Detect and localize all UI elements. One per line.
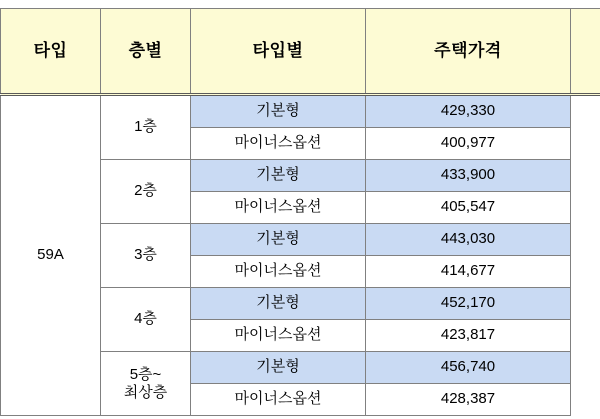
table-body	[1, 95, 600, 416]
cell-overflow	[571, 288, 600, 320]
column-header-price: 주택가격	[366, 9, 571, 95]
cell-subtype: 마이너스옵션	[191, 320, 366, 352]
cell-subtype: 마이너스옵션	[191, 256, 366, 288]
cell-overflow	[571, 320, 600, 352]
cell-price: 405,547	[366, 192, 571, 224]
cell-overflow	[571, 192, 600, 224]
cell-floor-3: 3층	[101, 224, 191, 288]
cell-price: 400,977	[366, 128, 571, 160]
cell-subtype: 기본형	[191, 288, 366, 320]
cell-price: 423,817	[366, 320, 571, 352]
cell-subtype: 기본형	[191, 95, 366, 128]
cell-overflow	[571, 160, 600, 192]
cell-overflow	[571, 95, 600, 128]
cell-price: 443,030	[366, 224, 571, 256]
floor-label-line1: 5층~	[129, 366, 162, 384]
cell-overflow	[571, 128, 600, 160]
cell-floor-1: 1층	[101, 95, 191, 160]
cell-floor-4: 4층	[101, 288, 191, 352]
cell-floor-2: 2층	[101, 160, 191, 224]
cell-subtype: 기본형	[191, 352, 366, 384]
cell-overflow	[571, 352, 600, 384]
cell-overflow	[571, 224, 600, 256]
column-header-type: 타입	[1, 9, 101, 95]
cell-subtype: 기본형	[191, 224, 366, 256]
cell-subtype: 마이너스옵션	[191, 192, 366, 224]
cell-subtype: 마이너스옵션	[191, 128, 366, 160]
cell-overflow	[571, 256, 600, 288]
cell-price: 433,900	[366, 160, 571, 192]
table-row	[1, 95, 600, 128]
cell-price: 414,677	[366, 256, 571, 288]
table-header	[1, 9, 600, 95]
cell-price: 456,740	[366, 352, 571, 384]
cell-price: 428,387	[366, 384, 571, 416]
column-header-overflow	[571, 9, 600, 95]
cell-type-59a: 59A	[1, 95, 101, 416]
cell-floor-5-top	[101, 352, 191, 416]
cell-subtype: 기본형	[191, 160, 366, 192]
column-header-floor: 층별	[101, 9, 191, 95]
cell-price: 452,170	[366, 288, 571, 320]
column-header-subtype: 타입별	[191, 9, 366, 95]
table-header-row	[1, 9, 600, 95]
cell-price: 429,330	[366, 95, 571, 128]
floor-label-line2: 최상층	[123, 383, 168, 401]
housing-price-table	[0, 8, 600, 416]
cell-subtype: 마이너스옵션	[191, 384, 366, 416]
cell-overflow	[571, 384, 600, 416]
